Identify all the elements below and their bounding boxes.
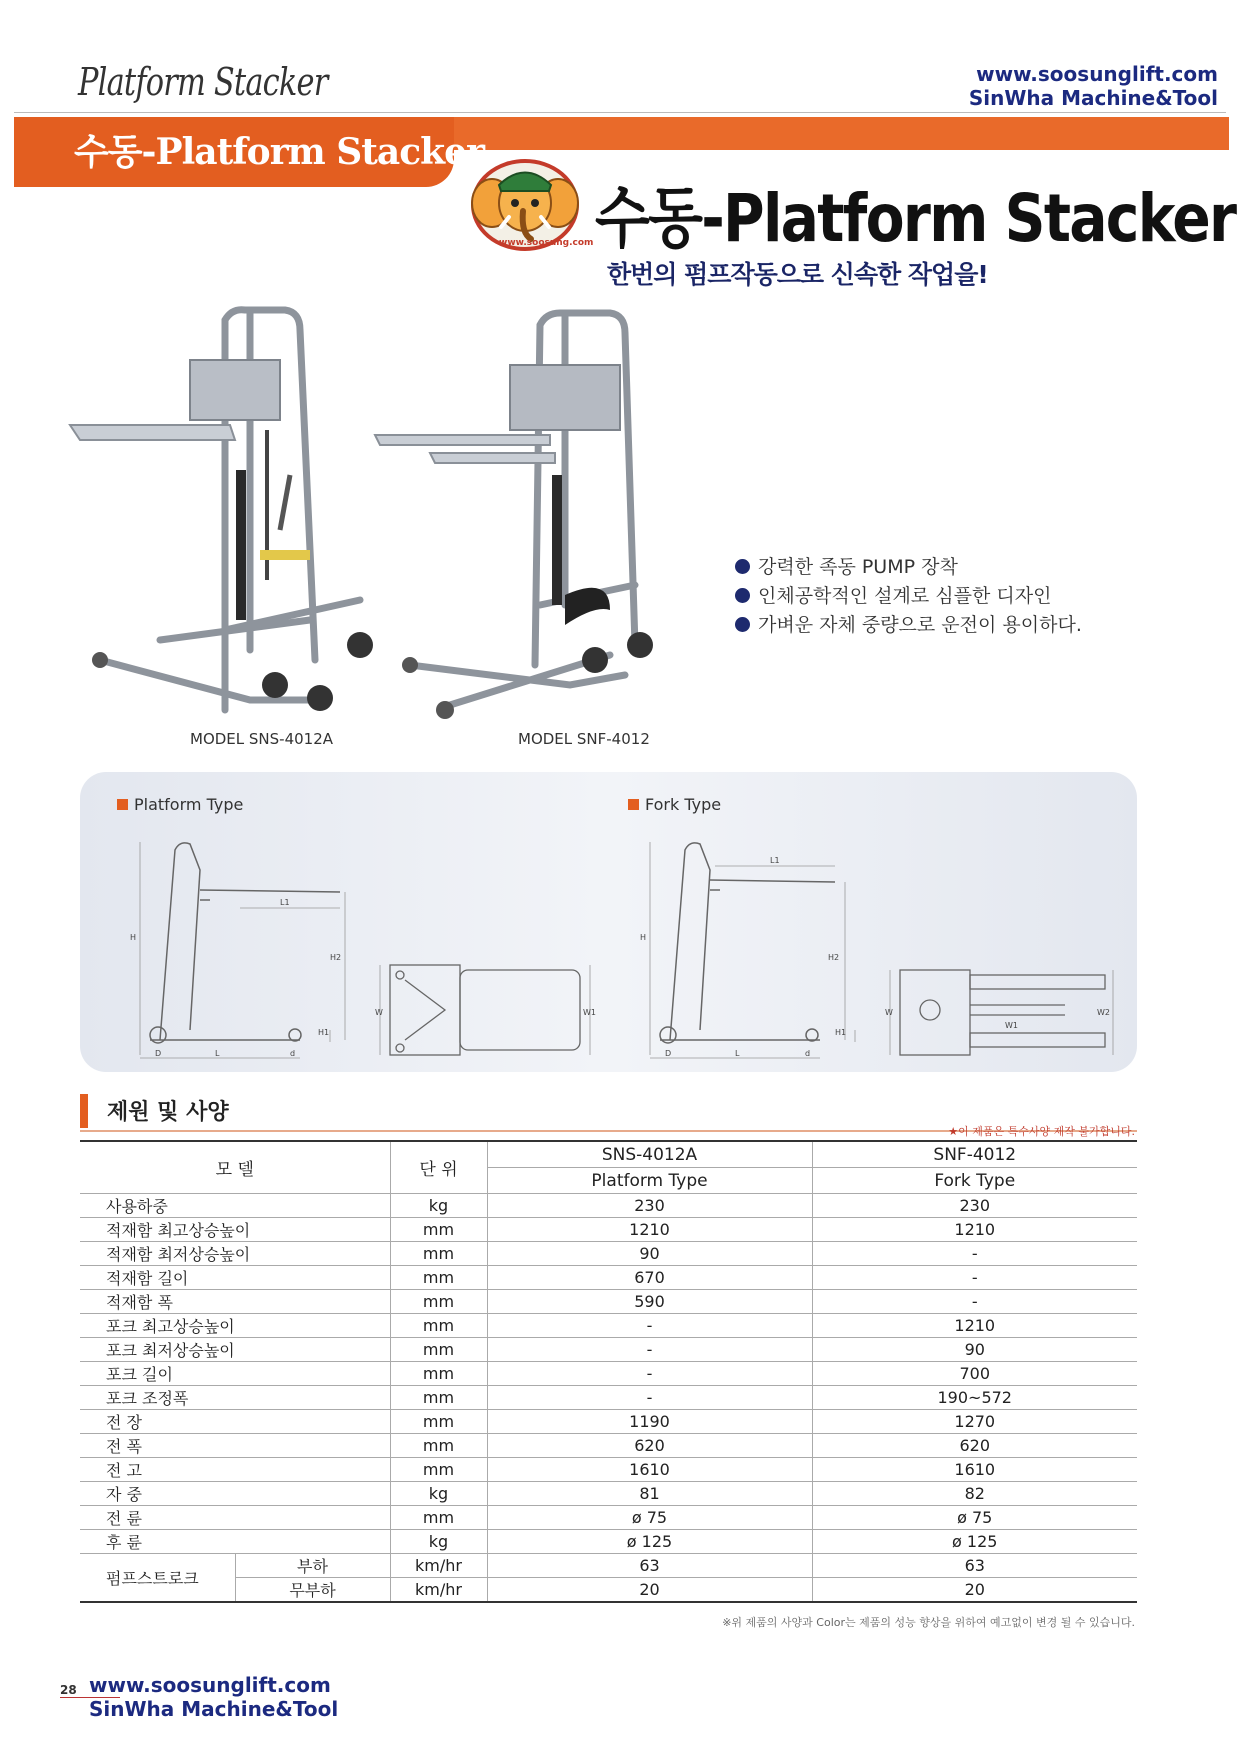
page-number: 28 [60,1683,77,1697]
hero-slogan: 한번의 펌프작동으로 신속한 작업을! [607,260,988,289]
dim-label-h1: H1 [835,1028,847,1037]
dim-label-d-upper: D [665,1049,672,1058]
table-row: 적재함 길이 mm 670 - [80,1266,1137,1290]
footer-website[interactable]: www.soosunglift.com [89,1673,331,1697]
banner-label: 수동-Platform Stacker [74,131,484,173]
header-brand [969,62,1218,110]
category-title: Platform Stacker [78,60,328,104]
table-row: 후 륜 kg ø 125 ø 125 [80,1530,1137,1554]
table-row: 포크 길이 mm - 700 [80,1362,1137,1386]
table-row: 적재함 최저상승높이 mm 90 - [80,1242,1137,1266]
table-row: 전 륜 mm ø 75 ø 75 [80,1506,1137,1530]
header-unit: 단 위 [390,1141,487,1194]
section-marker [80,1094,88,1128]
table-row: 적재함 최고상승높이 mm 1210 1210 [80,1218,1137,1242]
dim-label-l: L [735,1049,740,1058]
spec-section-title: 제원 및 사양 [107,1100,229,1125]
spec-note-top: ★이 제품은 특수사양 제작 불가합니다. [948,1125,1135,1138]
dim-label-h1: H1 [318,1028,330,1037]
spec-table [80,1140,1137,1603]
model-caption-sns-4012a: MODEL SNS-4012A [190,730,334,748]
dim-label-w1: W1 [583,1008,596,1017]
logo-text: www.soosung.com [499,238,594,248]
pump-stroke-label: 펌프스트로크 [80,1554,235,1603]
model-caption-snf-4012: MODEL SNF-4012 [518,730,650,748]
square-bullet-icon [628,799,639,810]
spec-note-bottom: ※위 제품의 사양과 Color는 제품의 성능 향상을 위하여 예고없이 변경 될 수 있습니다. [722,1616,1135,1629]
footer-brand [89,1673,338,1721]
table-row: 전 고 mm 1610 1610 [80,1458,1137,1482]
table-row: 자 중 kg 81 82 [80,1482,1137,1506]
header-website[interactable]: www.soosunglift.com [976,62,1218,86]
table-row: 무부하 km/hr 20 20 [80,1578,1137,1603]
elephant-logo-icon [465,155,594,253]
dim-label-w: W [375,1008,383,1017]
platform-top-diagram [375,960,600,1065]
header-col2-type: Fork Type [812,1168,1137,1194]
table-row: 전 장 mm 1190 1270 [80,1410,1137,1434]
bullet-icon [735,588,750,603]
feature-item: 가벼운 자체 중량으로 운전이 용이하다. [735,611,1082,640]
platform-type-label: Platform Type [117,795,243,814]
dim-label-l1: L1 [770,856,780,865]
dim-label-d-upper: D [155,1049,162,1058]
square-bullet-icon [117,799,128,810]
table-row: 포크 조정폭 mm - 190~572 [80,1386,1137,1410]
fork-type-label: Fork Type [628,795,721,814]
feature-item: 인체공학적인 설계로 심플한 디자인 [735,582,1082,611]
header-divider [14,112,1226,113]
table-row: 펌프스트로크 부하 km/hr 63 63 [80,1554,1137,1578]
table-header-row [80,1141,1137,1168]
product-image-sns-4012a [60,300,380,720]
dim-label-w1: W1 [1005,1021,1018,1030]
header-col1-model: SNS-4012A [487,1141,812,1168]
header-col2-model: SNF-4012 [812,1141,1137,1168]
feature-item: 강력한 족동 PUMP 장착 [735,553,1082,582]
dim-label-h2: H2 [330,953,342,962]
table-row: 적재함 폭 mm 590 - [80,1290,1137,1314]
table-row: 포크 최저상승높이 mm - 90 [80,1338,1137,1362]
product-image-snf-4012 [370,305,670,715]
dim-label-d-lower: d [290,1049,296,1058]
feature-list [735,553,1082,640]
fork-top-diagram [885,965,1120,1065]
dim-label-w2: W2 [1097,1008,1110,1017]
header-model: 모 델 [80,1141,390,1194]
dim-label-d-lower: d [805,1049,811,1058]
table-row: 사용하중 kg 230 230 [80,1194,1137,1218]
dim-label-h2: H2 [828,953,840,962]
fork-side-diagram [640,830,870,1065]
header-company: SinWha Machine&Tool [968,86,1218,110]
dim-label-h: H [130,933,137,942]
hero-title: 수동-Platform Stacker [595,180,1236,257]
platform-side-diagram [130,830,350,1065]
footer-company: SinWha Machine&Tool [89,1697,339,1721]
bullet-icon [735,559,750,574]
dim-label-w: W [885,1008,893,1017]
table-row: 전 폭 mm 620 620 [80,1434,1137,1458]
header-col1-type: Platform Type [487,1168,812,1194]
dim-label-l1: L1 [280,898,290,907]
bullet-icon [735,617,750,632]
table-row: 포크 최고상승높이 mm - 1210 [80,1314,1137,1338]
dim-label-l: L [215,1049,220,1058]
dim-label-h: H [640,933,647,942]
